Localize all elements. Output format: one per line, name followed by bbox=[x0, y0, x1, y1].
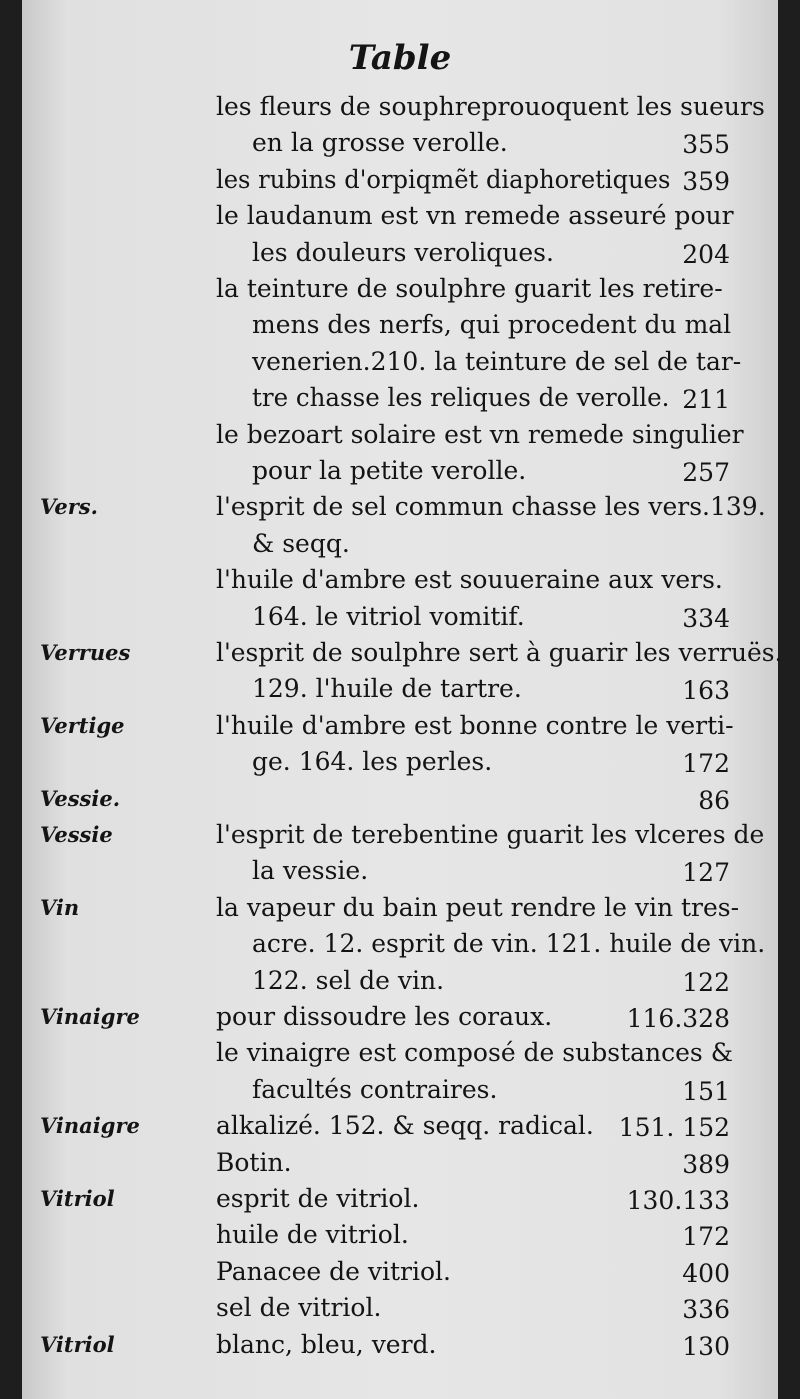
entry-text: l'esprit de terebentine guarit les vlceres de bbox=[216, 820, 765, 849]
entry-text: la vessie. bbox=[252, 856, 369, 886]
index-line bbox=[0, 274, 800, 311]
index-line bbox=[0, 1038, 800, 1075]
entry-text: les fleurs de souphreprouoquent les sueurs bbox=[216, 92, 765, 121]
entry-text: venerien.210. la teinture de sel de tar- bbox=[252, 346, 742, 376]
index-line bbox=[0, 456, 800, 493]
entry-text: pour dissoudre les coraux. bbox=[216, 1002, 553, 1031]
index-line bbox=[0, 529, 800, 566]
entry-text: le laudanum est vn remede asseuré pour bbox=[216, 201, 734, 231]
entry-text: l'huile d'ambre est souueraine aux vers. bbox=[216, 565, 723, 595]
page-reference: 116.328 bbox=[626, 1004, 730, 1033]
entry-text: sel de vitriol. bbox=[216, 1293, 382, 1323]
entry-text: & seqq. bbox=[252, 528, 350, 558]
index-line bbox=[0, 784, 800, 821]
entry-text: le bezoart solaire est vn remede singulier bbox=[216, 419, 744, 449]
entry-text: blanc, bleu, verd. bbox=[216, 1329, 437, 1359]
page-reference: 336 bbox=[682, 1295, 730, 1325]
index-line bbox=[0, 1148, 800, 1185]
entry-text: alkalizé. 152. & seqq. radical. bbox=[216, 1111, 594, 1141]
page-reference: 400 bbox=[682, 1258, 730, 1288]
entry-text: esprit de vitriol. bbox=[216, 1184, 420, 1213]
index-line bbox=[0, 238, 800, 275]
entry-text: 122. sel de vin. bbox=[252, 965, 445, 995]
index-line bbox=[0, 201, 800, 238]
entry-text: l'esprit de soulphre sert à guarir les verruës. bbox=[216, 638, 783, 667]
margin-keyword: Vessie. bbox=[40, 785, 121, 811]
page-reference: 204 bbox=[682, 239, 730, 269]
margin-keyword: Vertige bbox=[40, 712, 125, 738]
index-line bbox=[0, 1220, 800, 1257]
page-reference: 389 bbox=[682, 1149, 730, 1179]
margin-keyword: Verrues bbox=[40, 640, 131, 665]
entry-text: Panacee de vitriol. bbox=[216, 1256, 451, 1286]
index-line bbox=[0, 966, 800, 1003]
entry-text: en la grosse verolle. bbox=[252, 128, 508, 158]
page-reference: 130.133 bbox=[626, 1186, 730, 1215]
page-reference: 172 bbox=[682, 749, 730, 779]
index-line bbox=[0, 638, 800, 675]
page-reference: 122 bbox=[682, 967, 730, 997]
entry-text: 129. l'huile de tartre. bbox=[252, 674, 522, 704]
index-line bbox=[0, 565, 800, 602]
margin-keyword: Vessie bbox=[40, 822, 113, 847]
margin-keyword: Vin bbox=[40, 894, 80, 920]
entry-text: mens des nerfs, qui procedent du mal bbox=[252, 310, 732, 340]
index-line bbox=[0, 1111, 800, 1148]
index-line bbox=[0, 820, 800, 857]
index-line bbox=[0, 420, 800, 457]
entry-text: huile de vitriol. bbox=[216, 1220, 409, 1250]
entry-text: 164. le vitriol vomitif. bbox=[252, 601, 525, 631]
index-line bbox=[0, 602, 800, 639]
entry-text: facultés contraires. bbox=[252, 1074, 498, 1104]
entry-text: l'esprit de sel commun chasse les vers.139. bbox=[216, 492, 766, 522]
page-reference: 359 bbox=[682, 166, 730, 196]
index-line bbox=[0, 747, 800, 784]
page-reference: 130 bbox=[682, 1331, 730, 1361]
index-line bbox=[0, 674, 800, 711]
entry-text: les rubins d'orpiqmẽt diaphoretiques bbox=[216, 164, 671, 194]
margin-keyword: Vers. bbox=[40, 494, 98, 520]
index-line bbox=[0, 856, 800, 893]
entry-text: acre. 12. esprit de vin. 121. huile de vin. bbox=[252, 929, 766, 959]
index-line bbox=[0, 929, 800, 966]
page-reference: 151. 152 bbox=[618, 1113, 730, 1143]
index-line bbox=[0, 347, 800, 384]
margin-keyword: Vitriol bbox=[40, 1331, 115, 1357]
index-line bbox=[0, 383, 800, 420]
page-reference: 86 bbox=[698, 785, 730, 815]
entry-text: Botin. bbox=[216, 1147, 292, 1177]
page-reference: 355 bbox=[682, 130, 730, 160]
index-line bbox=[0, 492, 800, 529]
entry-text: le vinaigre est composé de substances & bbox=[216, 1038, 733, 1068]
index-line bbox=[0, 1330, 800, 1367]
index-line bbox=[0, 1293, 800, 1330]
index-line bbox=[0, 711, 800, 748]
page-reference: 211 bbox=[682, 385, 730, 415]
index-line bbox=[0, 128, 800, 165]
entry-text: les douleurs veroliques. bbox=[252, 237, 554, 267]
margin-keyword: Vinaigre bbox=[40, 1004, 140, 1029]
index-line bbox=[0, 1075, 800, 1112]
entry-text: pour la petite verolle. bbox=[252, 456, 527, 485]
entry-text: tre chasse les reliques de verolle. bbox=[252, 383, 670, 413]
margin-keyword: Vinaigre bbox=[40, 1113, 140, 1139]
index-line bbox=[0, 1184, 800, 1221]
page-reference: 257 bbox=[682, 458, 730, 487]
index-line bbox=[0, 893, 800, 930]
entry-text: ge. 164. les perles. bbox=[252, 747, 493, 777]
page-reference: 334 bbox=[682, 603, 730, 633]
entry-text: la teinture de soulphre guarit les retire- bbox=[216, 274, 723, 303]
margin-keyword: Vitriol bbox=[40, 1186, 115, 1211]
index-line bbox=[0, 92, 800, 129]
index-line bbox=[0, 1257, 800, 1294]
page-reference: 172 bbox=[682, 1222, 730, 1252]
page-heading: Table bbox=[348, 38, 452, 78]
index-line bbox=[0, 1002, 800, 1039]
entry-text: la vapeur du bain peut rendre le vin tres- bbox=[216, 892, 740, 922]
index-line bbox=[0, 310, 800, 347]
entry-text: l'huile d'ambre est bonne contre le verti- bbox=[216, 710, 734, 740]
index-line bbox=[0, 165, 800, 202]
page-reference: 127 bbox=[682, 858, 730, 888]
page-reference: 163 bbox=[682, 676, 730, 706]
page-reference: 151 bbox=[682, 1076, 730, 1106]
